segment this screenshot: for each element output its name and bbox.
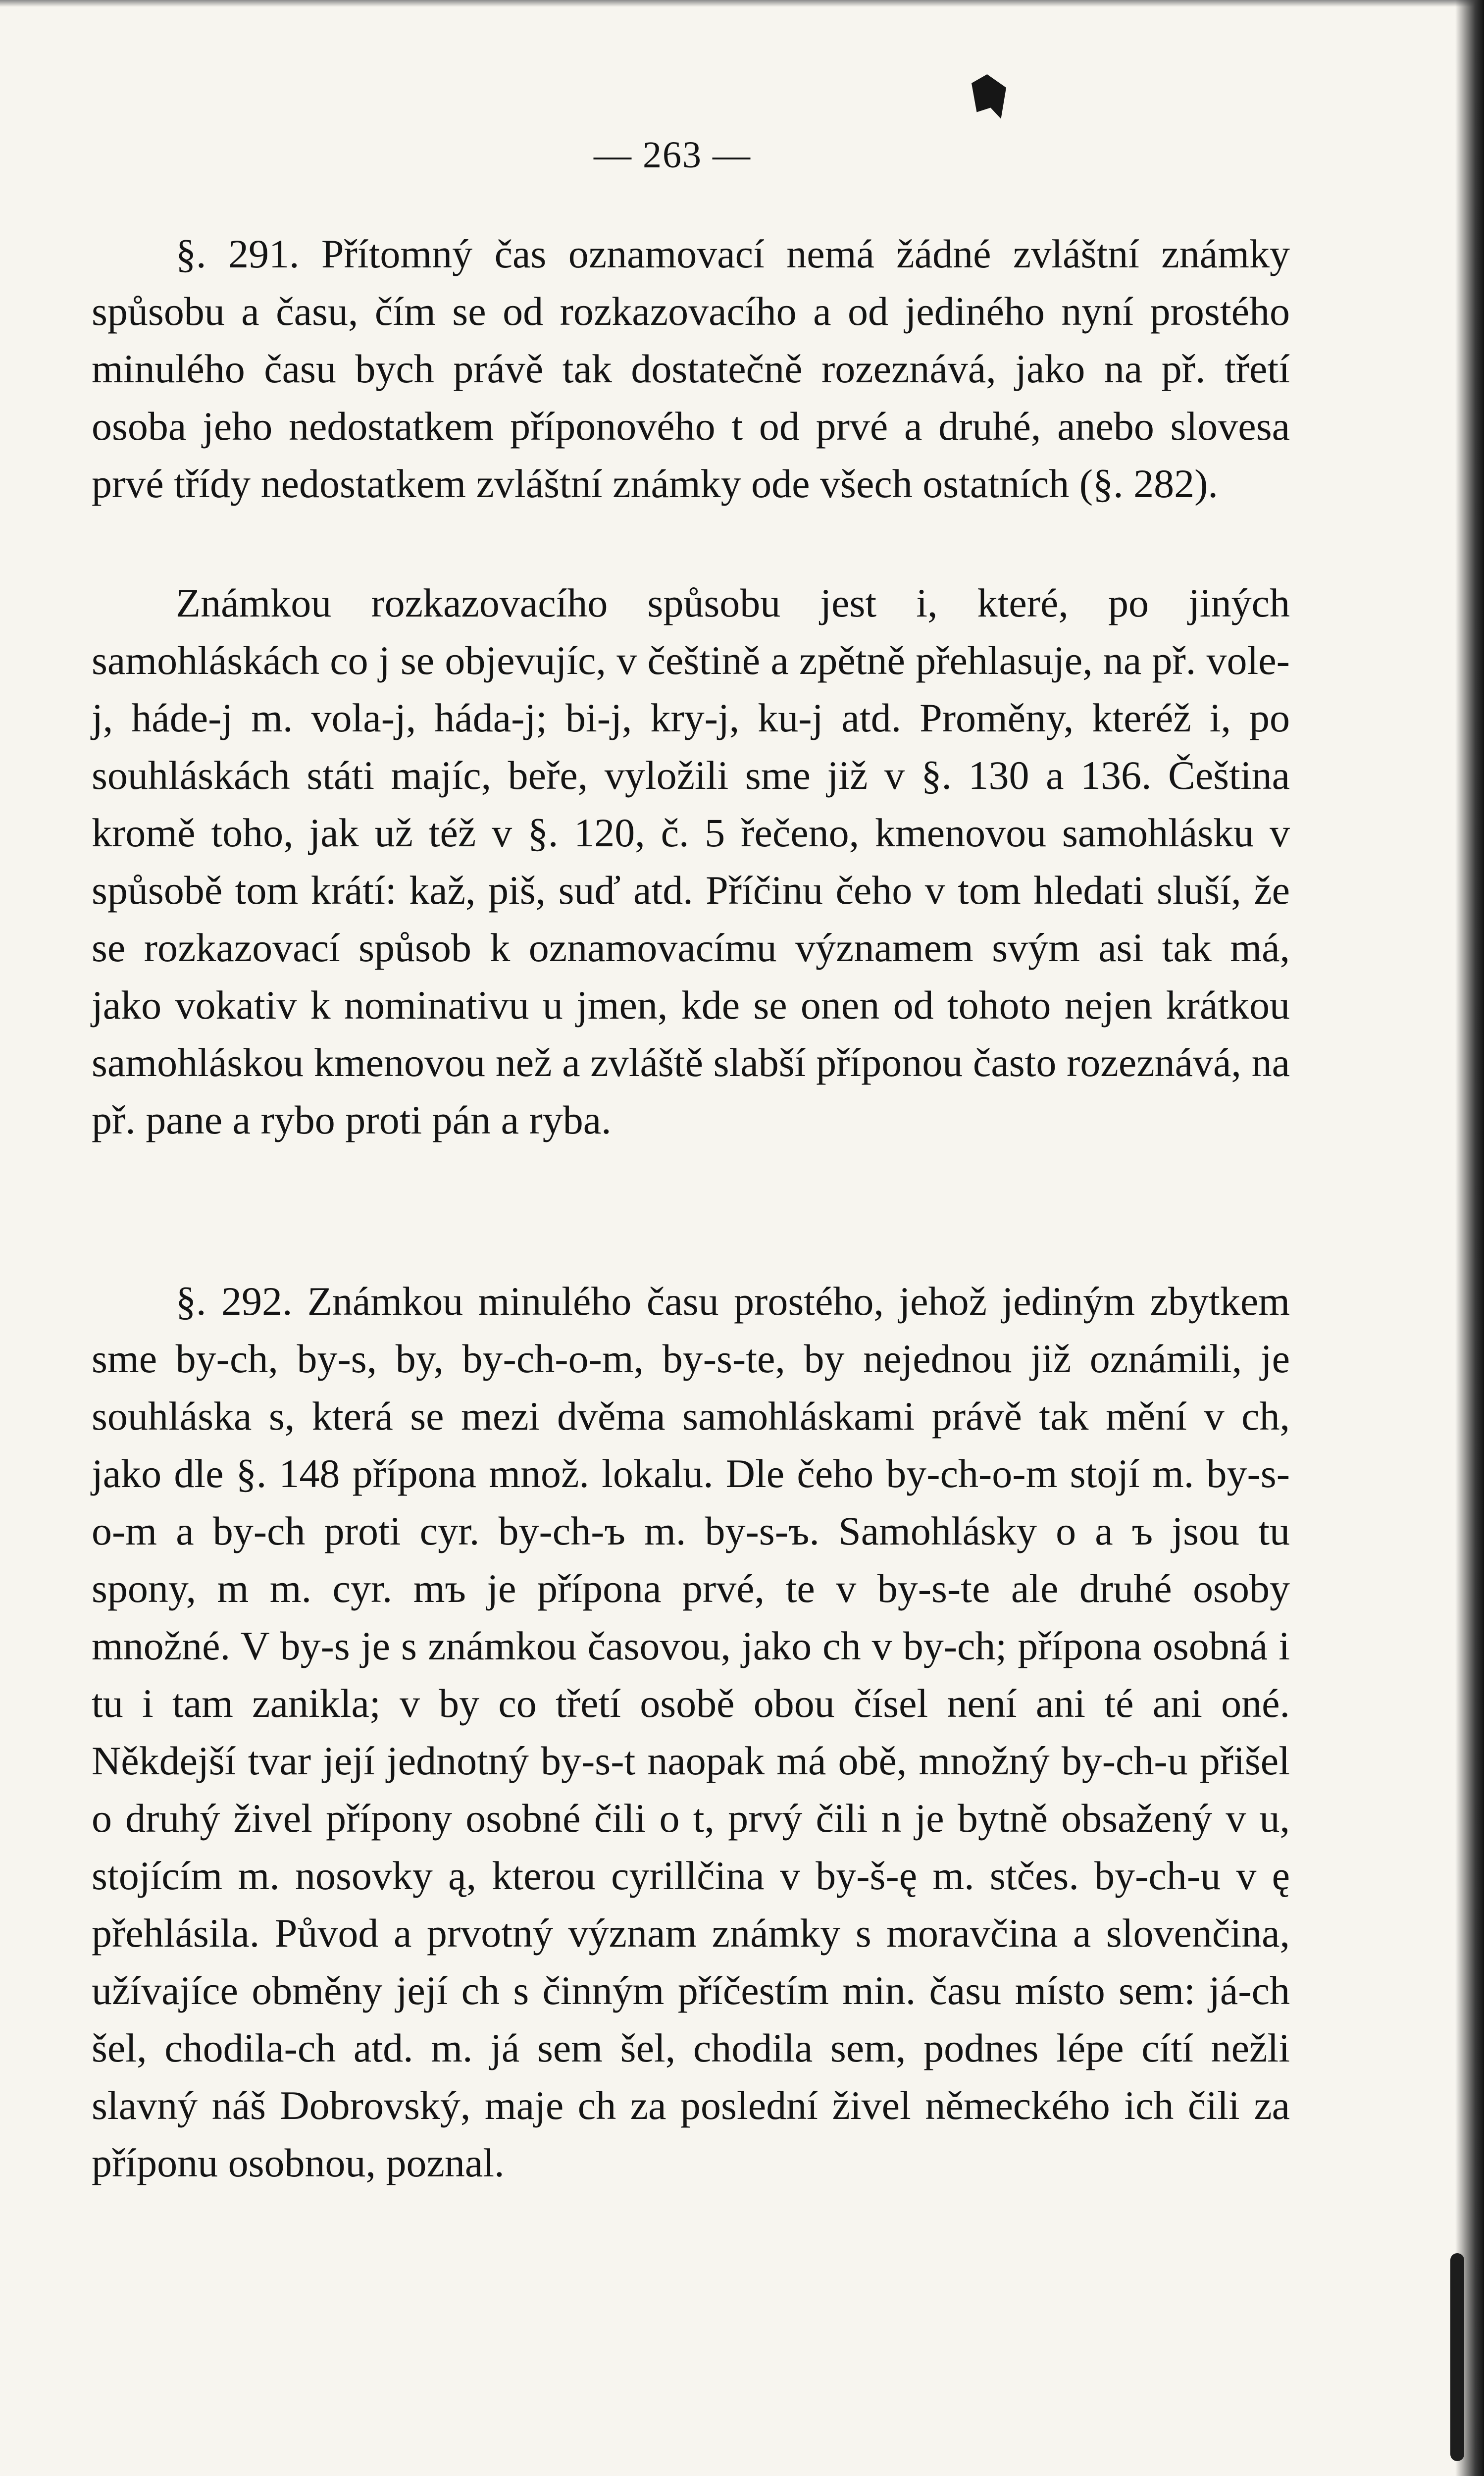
paragraph-text: §. 292. Známkou minulého času prostého, jehož jediným zbytkem sme by-ch, by-s, by, by-ch-o-m, by-s-te, by nejednou již oznámili, je souhláska s, která se mezi dvěma samohláskami právě tak mění v ch, jako dle §. 148 přípona množ. lokalu. Dle čeho by-ch-o-m stojí m. by-s-o-m a by-ch proti cyr. by-ch-ъ m. by-s-ъ. Samohlásky o a ъ jsou tu spony, m m. cyr. mъ je přípona prvé, te v by-s-te ale druhé osoby množné. V by-s je s známkou časovou, jako ch v by-ch; přípona osobná i tu i tam zanikla; v by co třetí osobě obou čísel není ani té ani oné. Někdejší tvar její jednotný by-s-t naopak má obě, množný by-ch-u přišel o druhý živel přípony osobné čili o t, prvý čili n je bytně obsažený v u, stojícím m. nosovky ą, kterou cyrillčina v by-š-ę m. stčes. by-ch-u v ę přehlásila. Původ a prvotný význam známky s moravčina a slovenčina, užívajíce obměny její ch s činným příčestím min. času místo sem: já-ch šel, chodila-ch atd. m. já sem šel, chodila sem, podnes lépe cítí nežli slavný náš Dobrovský, maje ch za poslední živel německého ich čili za příponu osobnou, poznal. (92, 1279, 1290, 2185)
section-291-paragraph-2 (92, 574, 1290, 1149)
ink-blot-mark (972, 74, 1006, 119)
scan-edge-shadow (1450, 2253, 1464, 2461)
scan-right-edge (1455, 0, 1484, 2476)
scan-top-edge (0, 0, 1484, 7)
paragraph-text: Známkou rozkazovacího spůsobu jest i, které, po jiných samohláskách co j se objevujíc, v češtině a zpětně přehlasuje, na př. vole-j, háde-j m. vola-j, háda-j; bi-j, kry-j, ku-j atd. Proměny, kteréž i, po souhláskách státi majíc, beře, vyložili sme již v §. 130 a 136. Čeština kromě toho, jak už též v §. 120, č. 5 řečeno, kmenovou samohlásku v spůsobě tom krátí: kaž, piš, suď atd. Příčinu čeho v tom hledati sluší, že se rozkazovací spůsob k oznamovacímu významem svým asi tak má, jako vokativ k nominativu u jmen, kde se onen od tohoto nejen krátkou samohláskou kmenovou než a zvláště slabší příponou často rozeznává, na př. pane a rybo proti pán a ryba. (92, 580, 1290, 1142)
section-292-paragraph-1 (92, 1273, 1290, 2192)
section-291-paragraph-1 (92, 225, 1290, 513)
page-number: — 263 — (594, 134, 751, 176)
paragraph-text: §. 291. Přítomný čas oznamovací nemá žádné zvláštní známky spůsobu a času, čím se od rozkazovacího a od jediného nyní prostého minulého času bych právě tak dostatečně rozeznává, jako na př. třetí osoba jeho nedostatkem příponového t od prvé a druhé, anebo slovesa prvé třídy nedostatkem zvláštní známky ode všech ostatních (§. 282). (92, 231, 1290, 506)
